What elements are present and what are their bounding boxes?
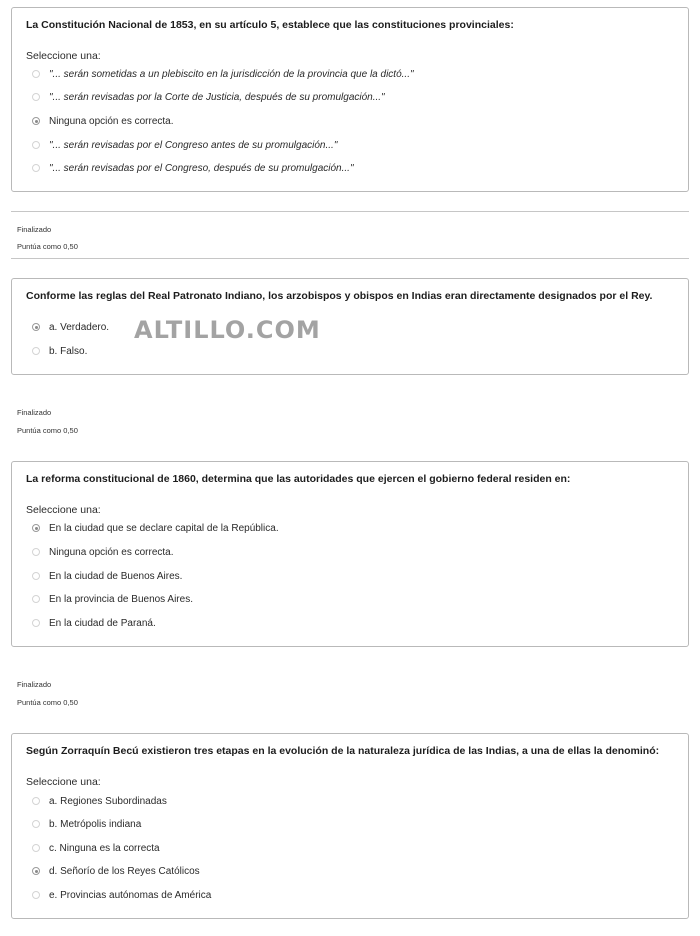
answer-option[interactable] <box>32 615 156 631</box>
answer-option[interactable] <box>32 591 193 607</box>
question-grade: Puntúa como 0,50 <box>17 242 78 251</box>
select-one-prompt: Seleccione una: <box>26 776 101 788</box>
answer-option[interactable] <box>32 66 414 82</box>
question-text: La Constitución Nacional de 1853, en su artículo 5, establece que las constituciones provinciales: <box>26 19 514 31</box>
question-text: Según Zorraquín Becú existieron tres etapas en la evolución de la naturaleza jurídica de las Indias, a una de ellas la denominó: <box>26 745 660 757</box>
radio-button[interactable] <box>32 141 40 149</box>
radio-button-selected[interactable] <box>32 117 40 125</box>
question-text: La reforma constitucional de 1860, determina que las autoridades que ejercen el gobierno federal residen en: <box>26 473 571 485</box>
answer-option-label: a. Regiones Subordinadas <box>49 795 167 807</box>
watermark-text: ALTILLO.COM <box>134 316 321 344</box>
radio-button[interactable] <box>32 572 40 580</box>
select-one-prompt: Seleccione una: <box>26 504 101 516</box>
radio-button-selected[interactable] <box>32 323 40 331</box>
radio-button[interactable] <box>32 797 40 805</box>
answer-option[interactable] <box>32 544 174 560</box>
question-text: Conforme las reglas del Real Patronato Indiano, los arzobispos y obispos en Indias eran directamente designados por el Rey. <box>26 290 653 302</box>
radio-button-selected[interactable] <box>32 867 40 875</box>
answer-option-label: b. Metrópolis indiana <box>49 818 142 830</box>
radio-button[interactable] <box>32 844 40 852</box>
radio-button[interactable] <box>32 347 40 355</box>
divider <box>11 258 689 259</box>
answer-option-label: En la ciudad que se declare capital de la República. <box>49 522 279 534</box>
radio-button-selected[interactable] <box>32 524 40 532</box>
divider <box>11 211 689 212</box>
question-card-2 <box>11 278 689 375</box>
answer-option-label: "... serán revisadas por el Congreso antes de su promulgación..." <box>49 139 338 151</box>
answer-option-label: En la ciudad de Buenos Aires. <box>49 570 183 582</box>
question-card-3 <box>11 461 689 647</box>
question-grade: Puntúa como 0,50 <box>17 698 78 707</box>
answer-option-label: b. Falso. <box>49 345 88 357</box>
answer-option[interactable] <box>32 89 385 105</box>
answer-option-label: Ninguna opción es correcta. <box>49 546 174 558</box>
answer-option[interactable] <box>32 343 87 359</box>
question-card-4 <box>11 733 689 919</box>
answer-option-label: En la provincia de Buenos Aires. <box>49 593 193 605</box>
select-one-prompt: Seleccione una: <box>26 50 101 62</box>
answer-option[interactable] <box>32 520 279 536</box>
answer-option-label: "... serán revisadas por el Congreso, después de su promulgación..." <box>49 162 354 174</box>
answer-option-label: d. Señorío de los Reyes Católicos <box>49 865 200 877</box>
question-state: Finalizado <box>17 225 52 234</box>
radio-button[interactable] <box>32 164 40 172</box>
answer-option-label: Ninguna opción es correcta. <box>49 115 174 127</box>
radio-button[interactable] <box>32 70 40 78</box>
answer-option-label: "... serán revisadas por la Corte de Justicia, después de su promulgación..." <box>49 91 385 103</box>
question-state: Finalizado <box>17 408 52 417</box>
answer-option[interactable] <box>32 840 160 856</box>
answer-option[interactable] <box>32 568 182 584</box>
radio-button[interactable] <box>32 820 40 828</box>
answer-option[interactable] <box>32 887 211 903</box>
question-grade: Puntúa como 0,50 <box>17 426 78 435</box>
radio-button[interactable] <box>32 595 40 603</box>
question-card-1 <box>11 7 689 192</box>
question-state: Finalizado <box>17 680 52 689</box>
answer-option[interactable] <box>32 160 354 176</box>
answer-option[interactable] <box>32 816 141 832</box>
answer-option[interactable] <box>32 319 109 335</box>
answer-option[interactable] <box>32 863 200 879</box>
answer-option[interactable] <box>32 793 167 809</box>
radio-button[interactable] <box>32 619 40 627</box>
radio-button[interactable] <box>32 548 40 556</box>
answer-option-label: a. Verdadero. <box>49 321 110 333</box>
answer-option[interactable] <box>32 113 174 129</box>
answer-option-label: e. Provincias autónomas de América <box>49 889 212 901</box>
radio-button[interactable] <box>32 891 40 899</box>
answer-option[interactable] <box>32 137 337 153</box>
answer-option-label: c. Ninguna es la correcta <box>49 842 160 854</box>
answer-option-label: En la ciudad de Paraná. <box>49 617 156 629</box>
radio-button[interactable] <box>32 93 40 101</box>
answer-option-label: "... serán sometidas a un plebiscito en la jurisdicción de la provincia que la dictó..." <box>49 68 414 80</box>
